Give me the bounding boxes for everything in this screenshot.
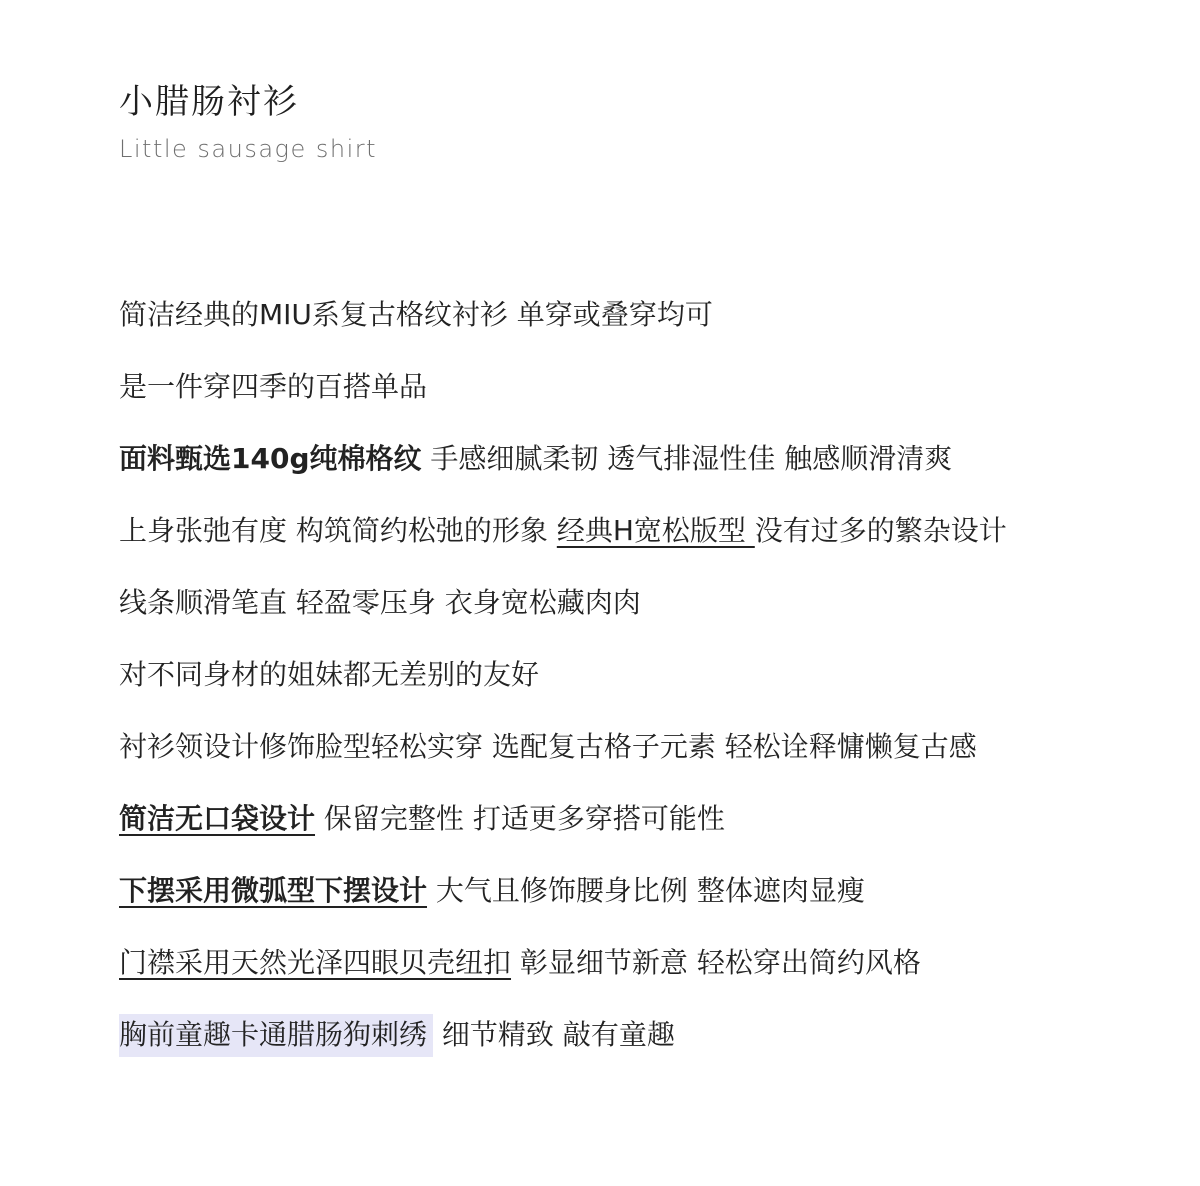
- line-text: 彰显细节新意 轻松穿出简约风格: [511, 946, 921, 979]
- product-description: [119, 80, 1179, 1071]
- line-text: 上身张弛有度 构筑简约松弛的形象: [119, 514, 557, 547]
- description-line-6: [119, 639, 1179, 711]
- description-line-9: [119, 855, 1179, 927]
- button-highlight: 门襟采用天然光泽四眼贝壳纽扣: [119, 946, 512, 979]
- line-text: 没有过多的繁杂设计: [754, 514, 1007, 547]
- line-text: 保留完整性 打适更多穿搭可能性: [315, 802, 725, 835]
- line-text: 线条顺滑笔直 轻盈零压身 衣身宽松藏肉肉: [119, 586, 641, 619]
- pocket-highlight: 简洁无口袋设计: [119, 802, 316, 835]
- description-line-11: [119, 999, 1179, 1071]
- description-line-3: [119, 423, 1179, 495]
- description-line-2: [119, 351, 1179, 423]
- line-text: 简洁经典的MIU系复古格纹衬衫 单穿或叠穿均可: [119, 298, 713, 331]
- fit-highlight: 经典H宽松版型: [556, 514, 755, 547]
- line-text: 细节精致 敲有童趣: [433, 1018, 675, 1051]
- fabric-highlight: 面料甄选140g纯棉格纹: [119, 442, 422, 475]
- description-line-7: [119, 711, 1179, 783]
- description-line-10: [119, 927, 1179, 999]
- line-text: 手感细腻柔韧 透气排湿性佳 触感顺滑清爽: [421, 442, 953, 475]
- page-title: 小腊肠衬衫: [119, 82, 299, 122]
- embroidery-highlight: 胸前童趣卡通腊肠狗刺绣: [119, 1014, 433, 1057]
- line-text: 是一件穿四季的百搭单品: [119, 370, 428, 403]
- description-line-1: [119, 279, 1179, 351]
- line-text: 衬衫领设计修饰脸型轻松实穿 选配复古格子元素 轻松诠释慵懒复古感: [119, 730, 977, 763]
- line-text: 大气且修饰腰身比例 整体遮肉显瘦: [427, 874, 865, 907]
- description-line-4: [119, 495, 1179, 567]
- hem-highlight: 下摆采用微弧型下摆设计: [119, 874, 428, 907]
- description-line-8: [119, 783, 1179, 855]
- page-subtitle: Little sausage shirt: [119, 135, 378, 163]
- description-body: [119, 279, 1179, 1071]
- line-text: 对不同身材的姐妹都无差别的友好: [119, 658, 540, 691]
- description-line-5: [119, 567, 1179, 639]
